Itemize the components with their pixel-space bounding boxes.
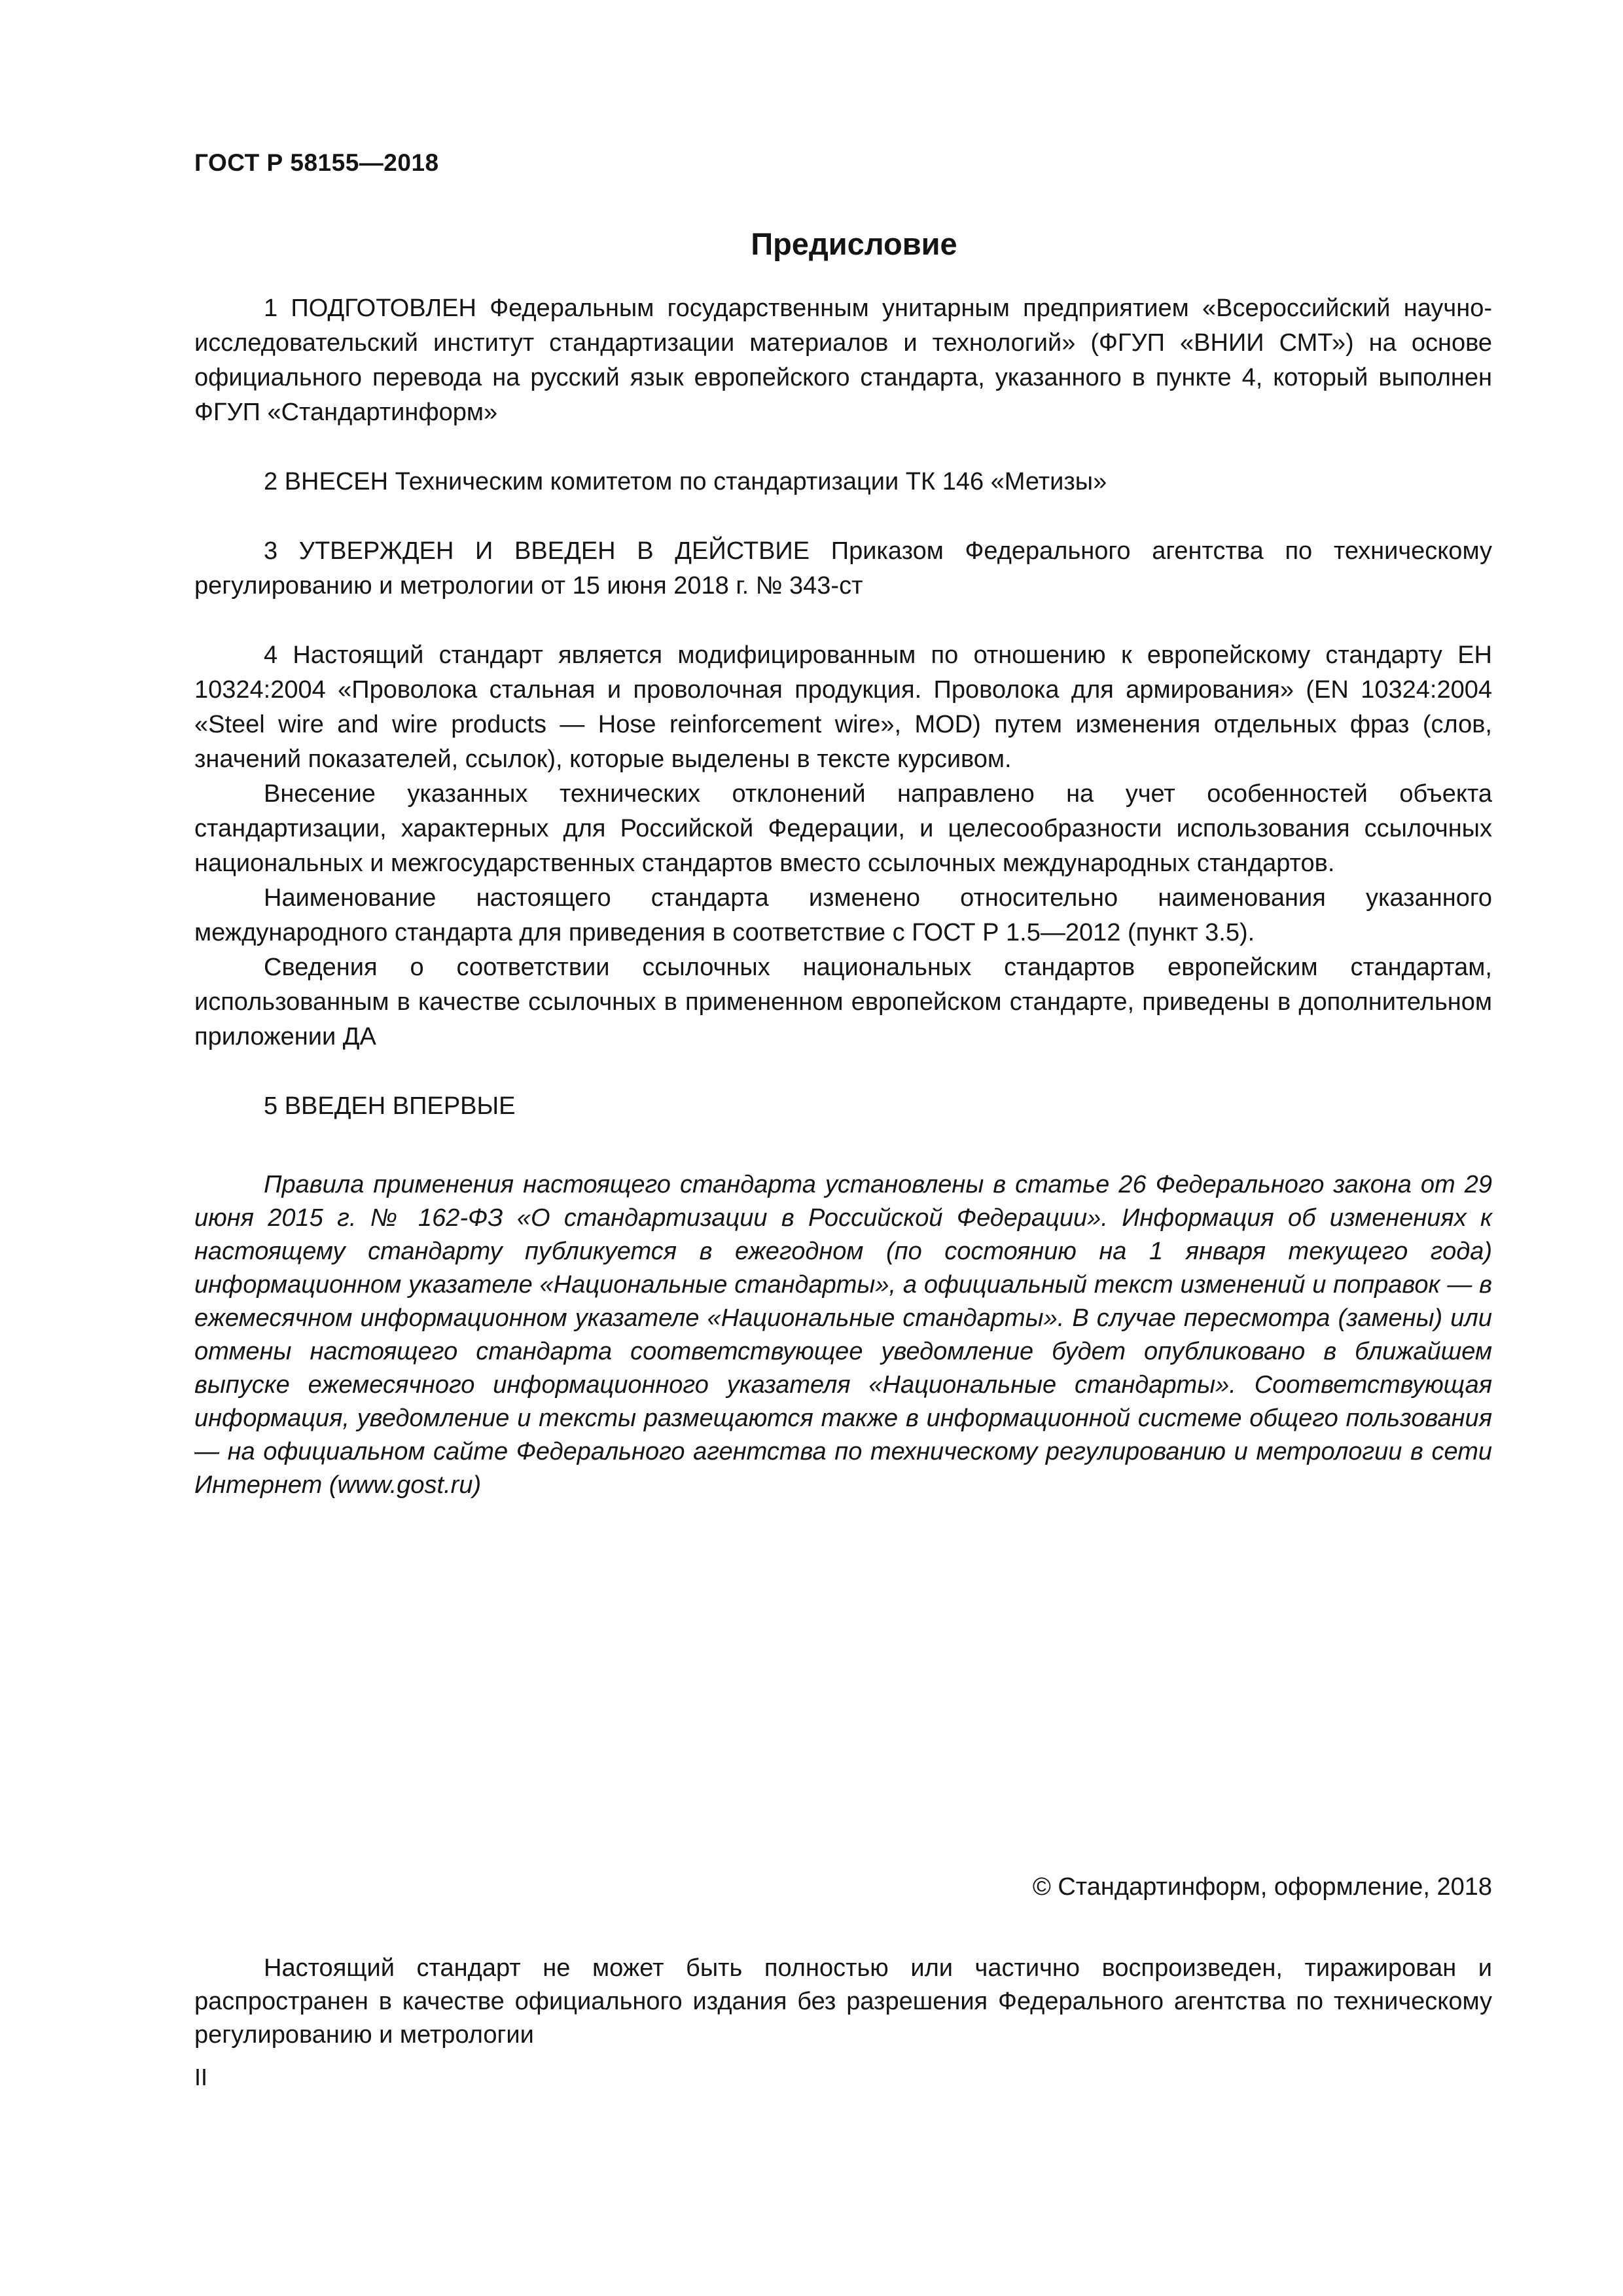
- reproduction-rights-notice: [194, 1952, 1492, 2052]
- paragraph-reference-info: Сведения о соответствии ссылочных национальных стандартов европейским стандартам, использованным в качестве ссылочных в примененном европейском стандарте, приведены в дополнительном приложении ДА: [194, 954, 1492, 1050]
- paragraph-name-change: Наименование настоящего стандарта изменено относительно наименования указанного международного стандарта для приведения в соответствие с ГОСТ Р 1.5—2012 (пункт 3.5).: [194, 884, 1492, 946]
- paragraph-approved: 3 УТВЕРЖДЕН И ВВЕДЕН В ДЕЙСТВИЕ Приказом Федерального агентства по техническому регулированию и метрологии от 15 июня 2018 г. № 343-ст: [194, 537, 1492, 600]
- paragraph-modified-standard: 4 Настоящий стандарт является модифицированным по отношению к европейскому стандарту ЕН 10324:2004 «Проволока стальная и проволочная продукция. Проволока для армирования» (EN 10324:2004 «Steel wire and wire products — Hose reinforcement wire», MOD) путем изменения отдельных фраз (слов, значений показателей, ссылок), которые выделены в тексте курсивом.: [194, 641, 1492, 773]
- paragraph-first-introduced: 5 ВВЕДЕН ВПЕРВЫЕ: [264, 1092, 516, 1120]
- paragraph-prepared: 1 ПОДГОТОВЛЕН Федеральным государственным унитарным предприятием «Всероссийский научно-исследовательский институт стандартизации материалов и технологий» (ФГУП «ВНИИ СМТ») на основе официального перевода на русский язык европейского стандарта, указанного в пункте 4, который выполнен ФГУП «Стандартинформ»: [194, 295, 1492, 426]
- page-number: II: [194, 2064, 208, 2090]
- application-rules-notice: [194, 1168, 1492, 1502]
- foreword-title: Предисловие: [751, 226, 957, 261]
- rules-text: Правила применения настоящего стандарта установлены в статье 26 Федерального закона от 29 июня 2015 г. № 162-ФЗ «О стандартизации в Российской Федерации». Информация об изменениях к настоящему стандарту публикуется в ежегодном (по состоянию на 1 января текущего года) информационном указателе «Национальные стандарты», а официальный текст изменений и поправок — в ежемесячном информационном указателе «Национальные стандарты». В случае пересмотра (замены) или отмены настоящего стандарта соответствующее уведомление будет опубликовано в ближайшем выпуске ежемесячного информационного указателя «Национальные стандарты». Соответствующая информация, уведомление и тексты размещаются также в информационной системе общего пользования — на официальном сайте Федерального агентства по техническому регулированию и метрологии в сети Интернет (www.gost.ru): [194, 1171, 1492, 1499]
- paragraph-deviations: Внесение указанных технических отклонений направлено на учет особенностей объекта стандартизации, характерных для Российской Федерации, и целесообразности использования ссылочных национальных и межгосударственных стандартов вместо ссылочных международных стандартов.: [194, 780, 1492, 877]
- foreword-body: [194, 291, 1492, 1124]
- rights-text: Настоящий стандарт не может быть полностью или частично воспроизведен, тиражирован и распространен в качестве официального издания без разрешения Федерального агентства по техническому регулированию и метрологии: [194, 1954, 1492, 2049]
- copyright-notice: © Стандартинформ, оформление, 2018: [1032, 1873, 1492, 1901]
- standard-code-header: ГОСТ Р 58155—2018: [194, 149, 439, 176]
- paragraph-introduced: 2 ВНЕСЕН Техническим комитетом по стандартизации ТК 146 «Метизы»: [264, 468, 1107, 495]
